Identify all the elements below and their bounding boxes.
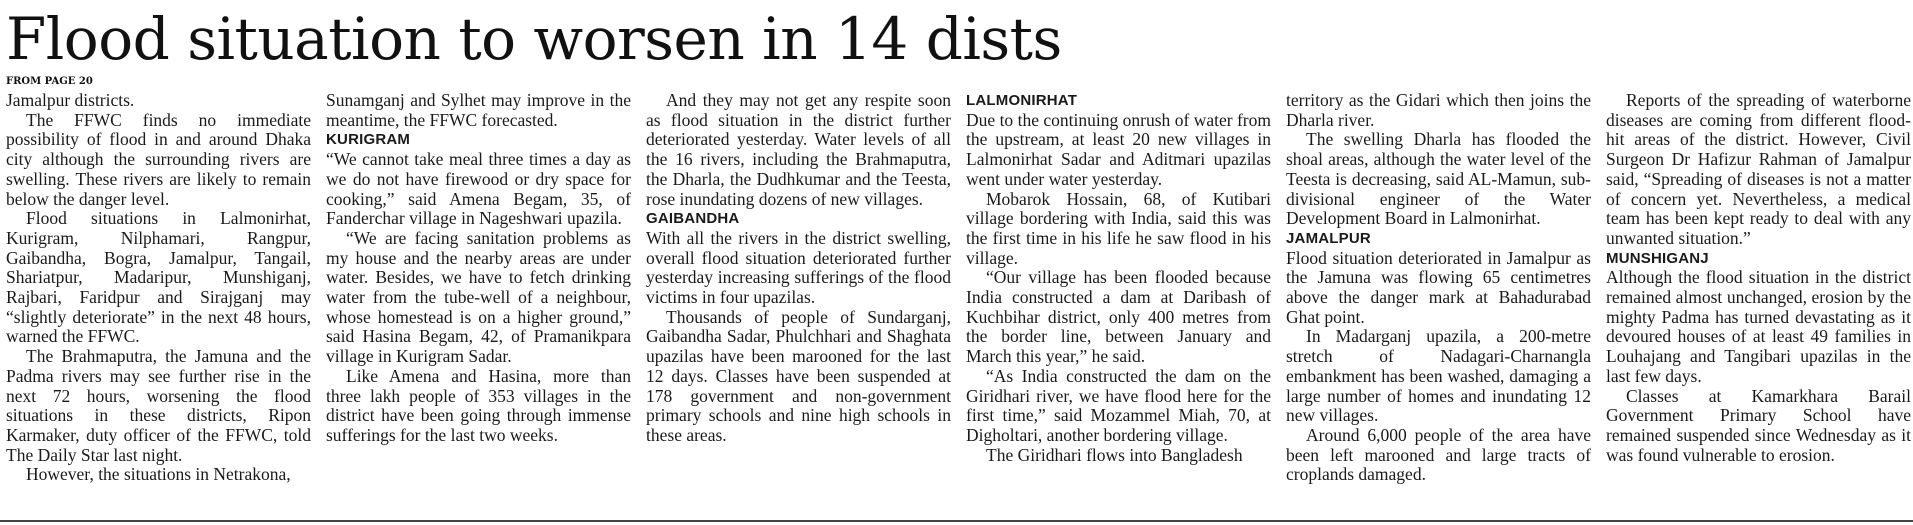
paragraph: With all the rivers in the district swelling, overall flood situation deteriorated further yesterday increasing sufferings of the flood victims in four upazilas. [646, 227, 951, 308]
article-column-2 [326, 91, 631, 446]
section-subhead: MUNSHIGANJ [1606, 249, 1709, 267]
paragraph: The swelling Dharla has flooded the shoal areas, although the water level of the Teesta is decreasing, said AL-Mamun, sub-divisional engineer of the Water Development Board in Lalmonirhat. [1286, 129, 1591, 229]
paragraph: Although the flood situation in the district remained almost unchanged, erosion by the mighty Padma has turned devastating as it devoured houses of at least 49 families in Louhajang and Tangibari upazilas in the last few days. [1606, 267, 1911, 386]
paragraph: Flood situations in Lalmonirhat, Kurigram, Nilphamari, Rangpur, Gaibandha, Bogra, Jamalpur, Tangail, Shariatpur, Madaripur, Munshiganj, Rajbari, Faridpur and Sirajganj may “slightly deteriorate” in the next 48 hours, warned the FFWC. [6, 208, 311, 347]
paragraph: Flood situation deteriorated in Jamalpur as the Jamuna was flowing 65 centimetres above the danger mark at Bahadurabad Ghat point. [1286, 247, 1591, 327]
paragraph: The Brahmaputra, the Jamuna and the Padma rivers may see further rise in the next 72 hours, worsening the flood situations in these districts, Ripon Karmaker, duty officer of the FFWC, told The Daily Star last night. [6, 346, 311, 465]
paragraph: The Giridhari flows into Bangladesh [986, 444, 1243, 465]
article-column-4 [966, 91, 1271, 465]
paragraph: Like Amena and Hasina, more than three lakh people of 353 villages in the district have been going through immense sufferings for the last two weeks. [326, 365, 631, 445]
paragraph: Around 6,000 people of the area have been left marooned and large tracts of croplands damaged. [1286, 424, 1591, 485]
article-column-5 [1286, 91, 1591, 485]
paragraph: Mobarok Hossain, 68, of Kutibari village bordering with India, said this was the first time in his life he saw flood in his village. [966, 188, 1271, 268]
paragraph: Jamalpur districts. [6, 91, 135, 110]
section-subhead: KURIGRAM [326, 131, 411, 149]
paragraph: Sunamganj and Sylhet may improve in the meantime, the FFWC forecasted. [326, 91, 631, 130]
paragraph: “As India constructed the dam on the Giridhari river, we have flood here for the first time,” said Mozammel Miah, 70, at Digholtari, another bordering village. [966, 365, 1271, 445]
section-subhead: JAMALPUR [1286, 229, 1371, 247]
paragraph: The FFWC finds no immediate possibility of flood in and around Dhaka city although the surrounding rivers are swelling. These rivers are likely to remain below the danger level. [6, 109, 311, 209]
paragraph: And they may not get any respite soon as flood situation in the district further deteriorated yesterday. Water levels of all the 16 rivers, including the Brahmaputra, the Dharla, the Dudhkumar and the Teesta, rose inundating dozens of new villages. [646, 91, 951, 209]
paragraph: “We cannot take meal three times a day as we do not have firewood or dry space for cooking,” said Amena Begam, 35, of Fanderchar village in Nageshwari upazila. [326, 149, 631, 229]
paragraph: territory as the Gidari which then joins the Dharla river. [1286, 91, 1591, 130]
section-subhead: LALMONIRHAT [966, 92, 1078, 109]
article-column-3 [646, 91, 951, 446]
headline: Flood situation to worsen in 14 dists [6, 5, 1062, 73]
paragraph: “Our village has been flooded because India constructed a dam at Daribash of Kuchbihar district, only 400 metres from the border line, between January and March this year,” he said. [966, 267, 1271, 367]
paragraph: Reports of the spreading of waterborne diseases are coming from different flood-hit areas of the district. However, Civil Surgeon Dr Hafizur Rahman of Jamalpur said, “Spreading of diseases is not a matter of concern yet. Nevertheless, a medical team has been kept ready to deal with any unwanted situation.” [1606, 91, 1911, 248]
paragraph: In Madarganj upazila, a 200-metre stretch of Nadagari-Charnangla embankment has been washed, damaging a large number of homes and inundating 12 new villages. [1286, 326, 1591, 426]
paragraph: Due to the continuing onrush of water from the upstream, at least 20 new villages in Lalmonirhat Sadar and Aditmari upazilas went under water yesterday. [966, 109, 1271, 189]
paragraph: Classes at Kamarkhara Barail Government Primary School have remained suspended since Wednesday as it was found vulnerable to erosion. [1606, 385, 1911, 465]
continuation-kicker: FROM PAGE 20 [6, 76, 93, 87]
bottom-rule [0, 520, 1913, 522]
article-column-1 [6, 91, 311, 485]
paragraph: However, the situations in Netrakona, [26, 464, 291, 485]
paragraph: “We are facing sanitation problems as my house and the nearby areas are under water. Besides, we have to fetch drinking water from the tube-well of a neighbour, whose homestead is on a higher ground,” said Hasina Begam, 42, of Pramanikpara village in Kurigram Sadar. [326, 227, 631, 367]
paragraph: Thousands of people of Sundarganj, Gaibandha Sadar, Phulchhari and Shaghata upazilas have been marooned for the last 12 days. Classes have been suspended at 178 government and non-government primary schools and nine high schools in these areas. [646, 306, 951, 445]
article-column-6 [1606, 91, 1911, 465]
section-subhead: GAIBANDHA [646, 210, 740, 228]
